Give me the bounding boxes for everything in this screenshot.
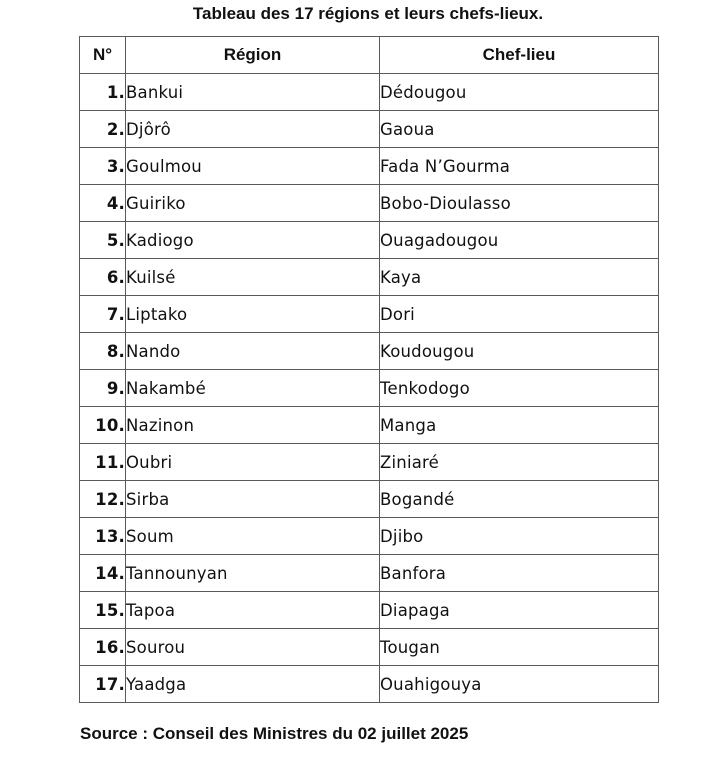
row-chef-lieu: Banfora <box>380 555 659 592</box>
row-number: 17. <box>80 666 126 703</box>
row-number: 12. <box>80 481 126 518</box>
table-row <box>80 592 659 629</box>
table-row <box>80 666 659 703</box>
row-number: 15. <box>80 592 126 629</box>
table-header-row <box>80 37 659 74</box>
table-row <box>80 222 659 259</box>
row-number: 14. <box>80 555 126 592</box>
row-number: 9. <box>80 370 126 407</box>
table-title: Tableau des 17 régions et leurs chefs-lieux. <box>192 4 544 23</box>
row-chef-lieu: Koudougou <box>380 333 659 370</box>
regions-table <box>79 36 659 703</box>
row-chef-lieu: Bobo-Dioulasso <box>380 185 659 222</box>
row-region: Nakambé <box>126 370 380 407</box>
row-number: 4. <box>80 185 126 222</box>
row-number: 6. <box>80 259 126 296</box>
table-row <box>80 444 659 481</box>
table-row <box>80 111 659 148</box>
row-chef-lieu: Bogandé <box>380 481 659 518</box>
row-region: Oubri <box>126 444 380 481</box>
row-chef-lieu: Diapaga <box>380 592 659 629</box>
header-num: N° <box>80 37 126 74</box>
row-chef-lieu: Dori <box>380 296 659 333</box>
row-chef-lieu: Gaoua <box>380 111 659 148</box>
row-chef-lieu: Kaya <box>380 259 659 296</box>
row-region: Liptako <box>126 296 380 333</box>
table-row <box>80 148 659 185</box>
header-chef-lieu: Chef-lieu <box>380 37 659 74</box>
row-region: Sirba <box>126 481 380 518</box>
table-row <box>80 629 659 666</box>
table-row <box>80 296 659 333</box>
row-region: Kuilsé <box>126 259 380 296</box>
row-number: 13. <box>80 518 126 555</box>
row-region: Kadiogo <box>126 222 380 259</box>
row-region: Sourou <box>126 629 380 666</box>
row-chef-lieu: Ouagadougou <box>380 222 659 259</box>
row-region: Tapoa <box>126 592 380 629</box>
row-number: 5. <box>80 222 126 259</box>
row-chef-lieu: Dédougou <box>380 74 659 111</box>
header-region: Région <box>126 37 380 74</box>
row-region: Goulmou <box>126 148 380 185</box>
row-chef-lieu: Manga <box>380 407 659 444</box>
row-number: 10. <box>80 407 126 444</box>
row-number: 3. <box>80 148 126 185</box>
row-region: Bankui <box>126 74 380 111</box>
row-number: 16. <box>80 629 126 666</box>
row-chef-lieu: Ziniaré <box>380 444 659 481</box>
row-region: Nando <box>126 333 380 370</box>
row-region: Djôrô <box>126 111 380 148</box>
row-chef-lieu: Ouahigouya <box>380 666 659 703</box>
table-row <box>80 259 659 296</box>
row-chef-lieu: Tenkodogo <box>380 370 659 407</box>
row-number: 11. <box>80 444 126 481</box>
table-row <box>80 333 659 370</box>
row-region: Guiriko <box>126 185 380 222</box>
row-region: Yaadga <box>126 666 380 703</box>
row-number: 7. <box>80 296 126 333</box>
row-number: 1. <box>80 74 126 111</box>
table-row <box>80 407 659 444</box>
row-number: 2. <box>80 111 126 148</box>
table-body <box>80 74 659 703</box>
table-row <box>80 370 659 407</box>
row-chef-lieu: Djibo <box>380 518 659 555</box>
row-region: Tannounyan <box>126 555 380 592</box>
source-note: Source : Conseil des Ministres du 02 juillet 2025 <box>80 724 469 743</box>
row-chef-lieu: Fada N’Gourma <box>380 148 659 185</box>
table-row <box>80 518 659 555</box>
table-row <box>80 481 659 518</box>
row-number: 8. <box>80 333 126 370</box>
table-row <box>80 74 659 111</box>
row-region: Nazinon <box>126 407 380 444</box>
row-region: Soum <box>126 518 380 555</box>
table-row <box>80 555 659 592</box>
table-row <box>80 185 659 222</box>
row-chef-lieu: Tougan <box>380 629 659 666</box>
